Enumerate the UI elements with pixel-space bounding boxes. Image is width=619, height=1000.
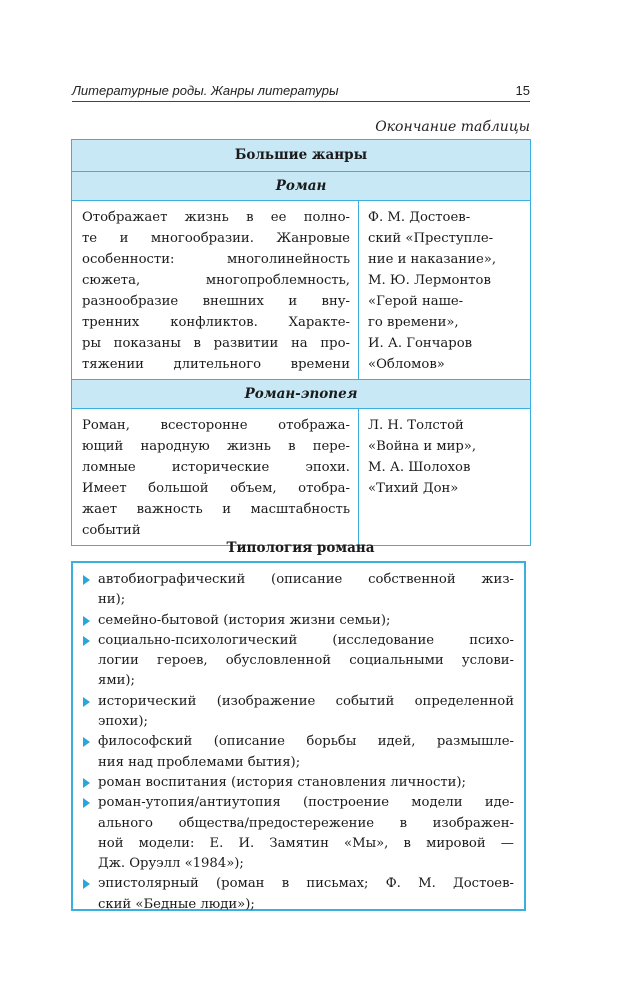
text-line: тренних конфликтов. Характе- <box>82 315 350 330</box>
text-line: логии героев, обусловленной социальными услови- <box>98 653 514 669</box>
text-line: эпистолярный (роман в письмах; Ф. М. Достоев- <box>98 876 514 892</box>
text-line: семейно-бытовой (история жизни семьи); <box>98 612 391 628</box>
text-line: «Война и мир», <box>368 439 477 454</box>
triangle-bullet-icon <box>83 879 90 889</box>
text-line: Имеет большой объем, отобра- <box>82 481 350 496</box>
list-item <box>83 611 514 631</box>
text-line: «Тихий Дон» <box>368 481 459 496</box>
text-line: ной модели: Е. И. Замятин «Мы», в мировой — <box>98 835 514 851</box>
running-title: Литературные роды. Жанры литературы <box>72 83 339 98</box>
text-line: Отображает жизнь в ее полно- <box>82 210 350 225</box>
novel-works <box>359 201 531 380</box>
text-line: эпохи); <box>98 714 148 730</box>
running-head <box>72 82 530 100</box>
triangle-bullet-icon <box>83 616 90 626</box>
text-line: событий <box>82 523 141 538</box>
triangle-bullet-icon <box>83 778 90 788</box>
text-line: И. А. Гончаров <box>368 336 473 351</box>
text-line: исторический (изображение событий определенной <box>98 693 514 709</box>
text-line: ский «Преступле- <box>368 231 494 246</box>
section-header-novel: Роман <box>72 172 531 201</box>
triangle-bullet-icon <box>83 737 90 747</box>
genres-table <box>71 139 531 546</box>
list-item <box>83 570 514 611</box>
text-line: ломные исторические эпохи. <box>82 460 350 475</box>
list-item <box>83 692 514 733</box>
text-line: жает важность и масштабность <box>82 502 350 517</box>
triangle-bullet-icon <box>83 697 90 707</box>
epic-novel-description <box>72 409 359 546</box>
section-header-epic-novel: Роман-эпопея <box>72 380 531 409</box>
table-caption: Окончание таблицы <box>375 119 530 135</box>
text-line: сюжета, многопроблемность, <box>82 273 350 288</box>
table-row-novel <box>72 201 531 380</box>
page-number: 15 <box>515 83 530 98</box>
list-item <box>83 773 514 793</box>
text-line: ями); <box>98 673 135 689</box>
triangle-bullet-icon <box>83 575 90 585</box>
list-item <box>83 732 514 773</box>
text-line: разнообразие внешних и вну- <box>82 294 350 309</box>
text-line: Роман, всесторонне отобража- <box>82 418 350 433</box>
text-line: го времени», <box>368 315 459 330</box>
text-line: М. А. Шолохов <box>368 460 471 475</box>
text-line: философский (описание борьбы идей, размышле- <box>98 734 514 750</box>
text-line: ального общества/предостережение в изображен- <box>98 815 514 831</box>
header-rule <box>72 101 530 102</box>
text-line: автобиографический (описание собственной жиз- <box>98 572 514 587</box>
text-line: роман воспитания (история становления личности); <box>98 774 467 790</box>
table-row-epic-novel <box>72 409 531 546</box>
text-line: особенности: многолинейность <box>82 252 350 267</box>
text-line: те и многообразии. Жанровые <box>82 231 350 246</box>
text-line: ние и наказание», <box>368 252 497 267</box>
text-line: социально-психологический (исследование психо- <box>98 632 514 648</box>
text-line: ния над проблемами бытия); <box>98 754 301 770</box>
text-line: М. Ю. Лермонтов <box>368 273 491 288</box>
typology-list <box>73 563 524 915</box>
text-line: ни); <box>98 592 126 608</box>
list-item <box>83 793 514 874</box>
text-line: ский «Бедные люди»); <box>98 896 255 912</box>
list-item <box>83 631 514 692</box>
text-line: Ф. М. Достоев- <box>368 210 471 225</box>
epic-novel-works <box>359 409 531 546</box>
typology-title: Типология романа <box>226 540 375 556</box>
text-line: «Обломов» <box>368 357 445 372</box>
text-line: тяжении длительного времени <box>82 357 350 372</box>
text-line: ры показаны в развитии на про- <box>82 336 350 351</box>
triangle-bullet-icon <box>83 798 90 808</box>
novel-description <box>72 201 359 380</box>
list-item <box>83 874 514 915</box>
text-line: ющий народную жизнь в пере- <box>82 439 350 454</box>
triangle-bullet-icon <box>83 636 90 646</box>
typology-box <box>71 561 526 911</box>
text-line: Л. Н. Толстой <box>368 418 464 433</box>
text-line: Дж. Оруэлл «1984»); <box>98 856 244 872</box>
table-header-big-genres: Большие жанры <box>72 140 531 172</box>
text-line: роман-утопия/антиутопия (построение модели иде- <box>98 795 514 811</box>
text-line: «Герой наше- <box>368 294 464 309</box>
